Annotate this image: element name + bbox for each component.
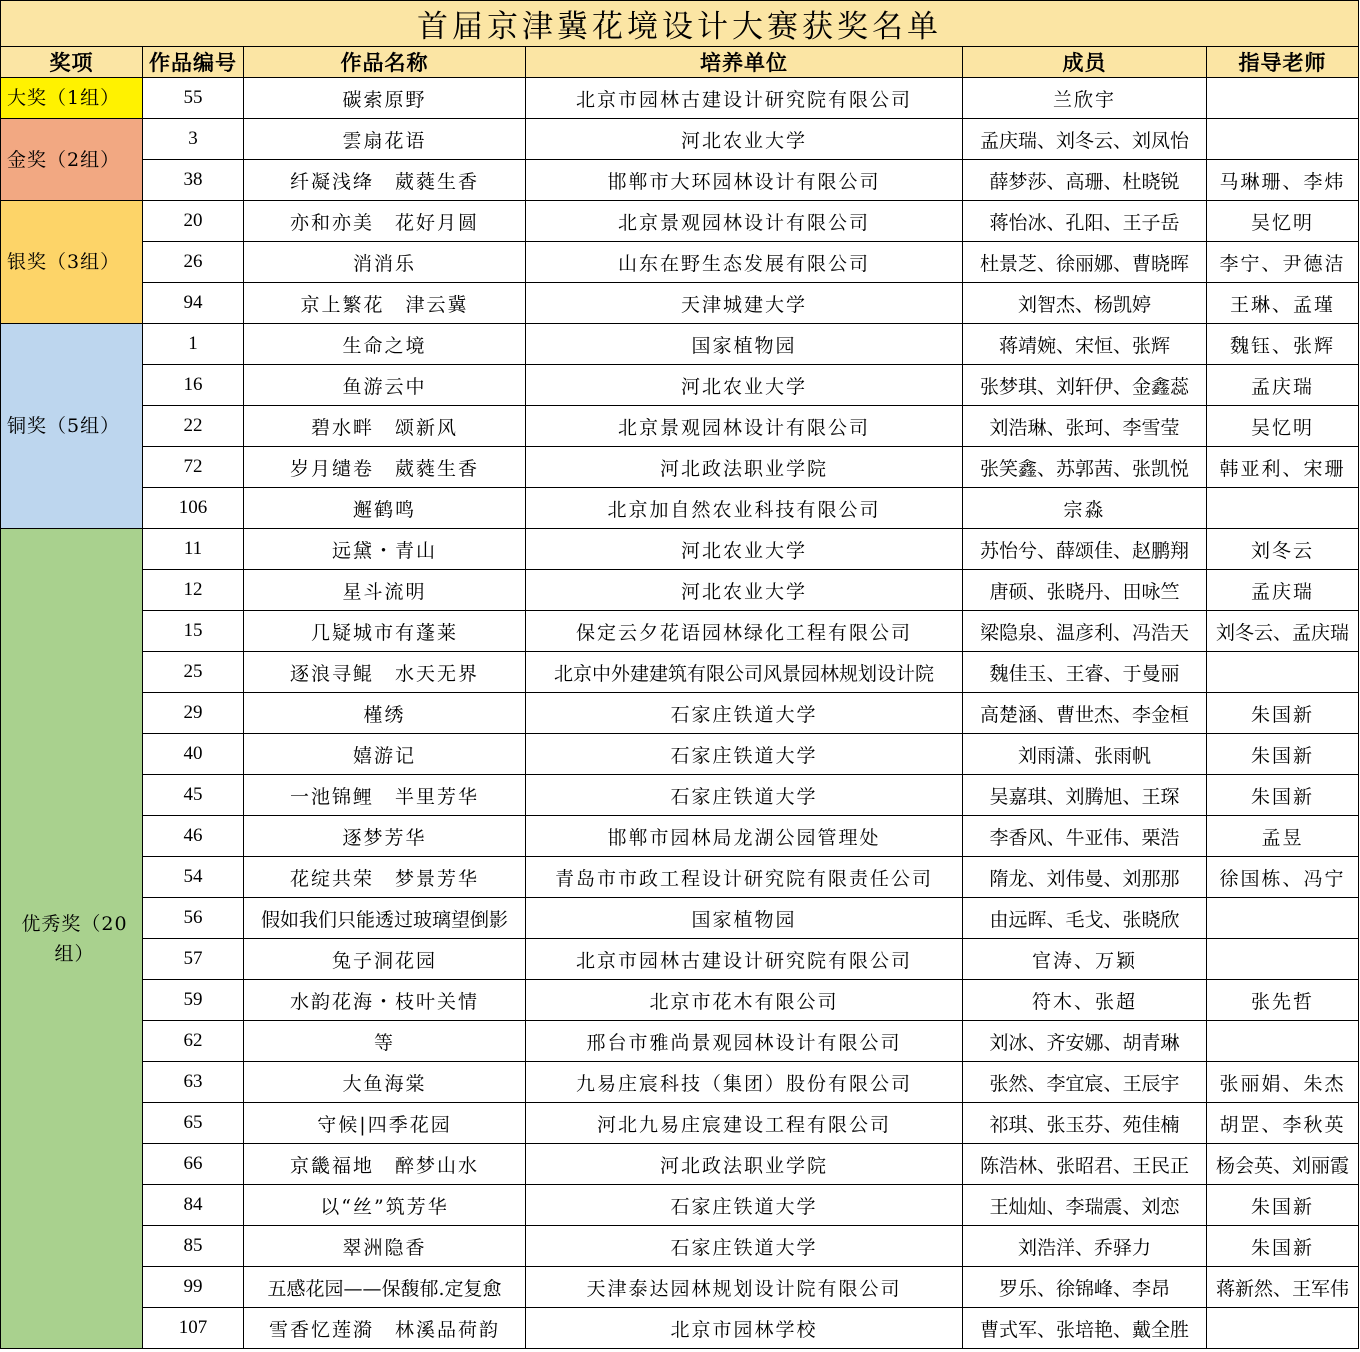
table-row (1, 570, 1359, 611)
advisor-cell: 张先哲 (1207, 980, 1359, 1021)
advisor-cell: 朱国新 (1207, 693, 1359, 734)
unit-cell: 石家庄铁道大学 (526, 693, 963, 734)
table-row (1, 324, 1359, 365)
table-row (1, 898, 1359, 939)
members-cell: 梁隐泉、温彦利、冯浩天 (963, 611, 1207, 652)
work-name-cell: 一池锦鲤 半里芳华 (244, 775, 526, 816)
work-id-cell: 26 (143, 242, 244, 283)
members-cell: 隋龙、刘伟曼、刘那那 (963, 857, 1207, 898)
advisor-cell: 孟昱 (1207, 816, 1359, 857)
members-cell: 李香风、牛亚伟、栗浩 (963, 816, 1207, 857)
advisor-cell: 刘冬云、孟庆瑞 (1207, 611, 1359, 652)
table-row (1, 652, 1359, 693)
members-cell: 蒋靖婉、宋恒、张辉 (963, 324, 1207, 365)
advisor-cell (1207, 939, 1359, 980)
work-id-cell: 29 (143, 693, 244, 734)
members-cell: 蒋怡冰、孔阳、王子岳 (963, 201, 1207, 242)
unit-cell: 北京景观园林设计有限公司 (526, 406, 963, 447)
header-row (1, 47, 1359, 78)
unit-cell: 北京加自然农业科技有限公司 (526, 488, 963, 529)
header-award: 奖项 (1, 47, 143, 78)
work-id-cell: 94 (143, 283, 244, 324)
advisor-cell: 马琳珊、李炜 (1207, 160, 1359, 201)
table-row (1, 734, 1359, 775)
table-row (1, 283, 1359, 324)
work-id-cell: 20 (143, 201, 244, 242)
unit-cell: 国家植物园 (526, 898, 963, 939)
table-row (1, 980, 1359, 1021)
work-name-cell: 京上繁花 津云冀 (244, 283, 526, 324)
unit-cell: 山东在野生态发展有限公司 (526, 242, 963, 283)
work-id-cell: 59 (143, 980, 244, 1021)
work-id-cell: 63 (143, 1062, 244, 1103)
award-cell: 金奖（2组） (1, 119, 143, 201)
unit-cell: 石家庄铁道大学 (526, 734, 963, 775)
advisor-cell (1207, 78, 1359, 119)
advisor-cell: 王琳、孟瑾 (1207, 283, 1359, 324)
advisor-cell (1207, 1308, 1359, 1349)
work-id-cell: 15 (143, 611, 244, 652)
members-cell: 王灿灿、李瑞震、刘恋 (963, 1185, 1207, 1226)
work-id-cell: 84 (143, 1185, 244, 1226)
table-row (1, 242, 1359, 283)
work-id-cell: 12 (143, 570, 244, 611)
table-row (1, 611, 1359, 652)
table-row (1, 1021, 1359, 1062)
unit-cell: 国家植物园 (526, 324, 963, 365)
unit-cell: 石家庄铁道大学 (526, 1226, 963, 1267)
work-id-cell: 55 (143, 78, 244, 119)
work-id-cell: 38 (143, 160, 244, 201)
table-row (1, 775, 1359, 816)
work-name-cell: 碧水畔 颂新风 (244, 406, 526, 447)
advisor-cell: 张丽娟、朱杰 (1207, 1062, 1359, 1103)
work-name-cell: 以“丝”筑芳华 (244, 1185, 526, 1226)
unit-cell: 河北农业大学 (526, 365, 963, 406)
members-cell: 唐硕、张晓丹、田咏竺 (963, 570, 1207, 611)
work-name-cell: 星斗流明 (244, 570, 526, 611)
work-id-cell: 16 (143, 365, 244, 406)
work-id-cell: 54 (143, 857, 244, 898)
advisor-cell (1207, 898, 1359, 939)
work-name-cell: 五感花园——保馥郁.定复愈 (244, 1267, 526, 1308)
members-cell: 陈浩林、张昭君、王民正 (963, 1144, 1207, 1185)
unit-cell: 天津泰达园林规划设计院有限公司 (526, 1267, 963, 1308)
work-name-cell: 翠洲隐香 (244, 1226, 526, 1267)
members-cell: 罗乐、徐锦峰、李昂 (963, 1267, 1207, 1308)
table-row (1, 693, 1359, 734)
table-row (1, 1062, 1359, 1103)
advisor-cell: 吴忆明 (1207, 201, 1359, 242)
advisor-cell (1207, 488, 1359, 529)
members-cell: 由远晖、毛戈、张晓欣 (963, 898, 1207, 939)
unit-cell: 河北农业大学 (526, 570, 963, 611)
work-id-cell: 66 (143, 1144, 244, 1185)
work-id-cell: 72 (143, 447, 244, 488)
advisor-cell: 韩亚利、宋珊 (1207, 447, 1359, 488)
members-cell: 刘智杰、杨凯婷 (963, 283, 1207, 324)
work-name-cell: 远黛・青山 (244, 529, 526, 570)
header-members: 成员 (963, 47, 1207, 78)
members-cell: 吴嘉琪、刘腾旭、王琛 (963, 775, 1207, 816)
work-name-cell: 消消乐 (244, 242, 526, 283)
table-row (1, 78, 1359, 119)
work-id-cell: 85 (143, 1226, 244, 1267)
work-name-cell: 邂鹤鸣 (244, 488, 526, 529)
work-name-cell: 花绽共荣 梦景芳华 (244, 857, 526, 898)
unit-cell: 河北政法职业学院 (526, 1144, 963, 1185)
table-row (1, 488, 1359, 529)
advisor-cell: 李宁、尹德洁 (1207, 242, 1359, 283)
advisor-cell (1207, 652, 1359, 693)
work-id-cell: 107 (143, 1308, 244, 1349)
header-work-name: 作品名称 (244, 47, 526, 78)
advisor-cell: 杨会英、刘丽霞 (1207, 1144, 1359, 1185)
award-cell: 优秀奖（20组） (1, 529, 143, 1349)
members-cell: 祁琪、张玉芬、苑佳楠 (963, 1103, 1207, 1144)
work-id-cell: 106 (143, 488, 244, 529)
advisor-cell: 魏钰、张辉 (1207, 324, 1359, 365)
unit-cell: 邯郸市园林局龙湖公园管理处 (526, 816, 963, 857)
table-row (1, 1308, 1359, 1349)
table-row (1, 447, 1359, 488)
advisor-cell: 朱国新 (1207, 775, 1359, 816)
work-id-cell: 22 (143, 406, 244, 447)
members-cell: 魏佳玉、王睿、于曼丽 (963, 652, 1207, 693)
advisor-cell (1207, 119, 1359, 160)
work-id-cell: 25 (143, 652, 244, 693)
award-cell: 大奖（1组） (1, 78, 143, 119)
advisor-cell (1207, 1021, 1359, 1062)
members-cell: 孟庆瑞、刘冬云、刘凤怡 (963, 119, 1207, 160)
table-row (1, 1144, 1359, 1185)
members-cell: 官涛、万颖 (963, 939, 1207, 980)
work-name-cell: 等 (244, 1021, 526, 1062)
header-advisor: 指导老师 (1207, 47, 1359, 78)
unit-cell: 邯郸市大环园林设计有限公司 (526, 160, 963, 201)
work-name-cell: 纤凝浅绛 葳蕤生香 (244, 160, 526, 201)
table-row (1, 201, 1359, 242)
unit-cell: 北京市园林古建设计研究院有限公司 (526, 78, 963, 119)
table-row (1, 119, 1359, 160)
unit-cell: 石家庄铁道大学 (526, 775, 963, 816)
work-name-cell: 槿绣 (244, 693, 526, 734)
advisor-cell: 孟庆瑞 (1207, 570, 1359, 611)
advisor-cell: 孟庆瑞 (1207, 365, 1359, 406)
work-name-cell: 岁月缱卷 葳蕤生香 (244, 447, 526, 488)
advisor-cell: 朱国新 (1207, 1185, 1359, 1226)
header-work-id: 作品编号 (143, 47, 244, 78)
table-row (1, 529, 1359, 570)
members-cell: 宗淼 (963, 488, 1207, 529)
work-name-cell: 嬉游记 (244, 734, 526, 775)
unit-cell: 保定云夕花语园林绿化工程有限公司 (526, 611, 963, 652)
work-id-cell: 57 (143, 939, 244, 980)
members-cell: 刘冰、齐安娜、胡青琳 (963, 1021, 1207, 1062)
table-row (1, 1226, 1359, 1267)
work-name-cell: 雲扇花语 (244, 119, 526, 160)
work-name-cell: 水韵花海・枝叶关情 (244, 980, 526, 1021)
unit-cell: 邢台市雅尚景观园林设计有限公司 (526, 1021, 963, 1062)
table-row (1, 1103, 1359, 1144)
unit-cell: 北京中外建建筑有限公司风景园林规划设计院 (526, 652, 963, 693)
members-cell: 符木、张超 (963, 980, 1207, 1021)
unit-cell: 河北政法职业学院 (526, 447, 963, 488)
work-name-cell: 假如我们只能透过玻璃望倒影 (244, 898, 526, 939)
members-cell: 张笑鑫、苏郭茜、张凯悦 (963, 447, 1207, 488)
advisor-cell: 胡罡、李秋英 (1207, 1103, 1359, 1144)
work-name-cell: 生命之境 (244, 324, 526, 365)
advisor-cell: 朱国新 (1207, 1226, 1359, 1267)
table-row (1, 816, 1359, 857)
work-id-cell: 3 (143, 119, 244, 160)
unit-cell: 河北农业大学 (526, 119, 963, 160)
unit-cell: 北京市花木有限公司 (526, 980, 963, 1021)
work-id-cell: 62 (143, 1021, 244, 1062)
unit-cell: 北京市园林学校 (526, 1308, 963, 1349)
work-id-cell: 45 (143, 775, 244, 816)
work-name-cell: 大鱼海棠 (244, 1062, 526, 1103)
unit-cell: 河北九易庄宸建设工程有限公司 (526, 1103, 963, 1144)
work-name-cell: 几疑城市有蓬莱 (244, 611, 526, 652)
table-row (1, 160, 1359, 201)
members-cell: 刘雨潇、张雨帆 (963, 734, 1207, 775)
unit-cell: 天津城建大学 (526, 283, 963, 324)
table-row (1, 365, 1359, 406)
members-cell: 刘浩琳、张珂、李雪莹 (963, 406, 1207, 447)
members-cell: 薛梦莎、高珊、杜晓锐 (963, 160, 1207, 201)
table-title: 首届京津冀花境设计大赛获奖名单 (1, 1, 1359, 47)
award-cell: 铜奖（5组） (1, 324, 143, 529)
unit-cell: 青岛市市政工程设计研究院有限责任公司 (526, 857, 963, 898)
work-name-cell: 守候|四季花园 (244, 1103, 526, 1144)
work-id-cell: 99 (143, 1267, 244, 1308)
advisor-cell: 刘冬云 (1207, 529, 1359, 570)
unit-cell: 石家庄铁道大学 (526, 1185, 963, 1226)
advisor-cell: 吴忆明 (1207, 406, 1359, 447)
unit-cell: 河北农业大学 (526, 529, 963, 570)
members-cell: 苏怡兮、薛颂佳、赵鹏翔 (963, 529, 1207, 570)
work-id-cell: 1 (143, 324, 244, 365)
table-row (1, 406, 1359, 447)
members-cell: 杜景芝、徐丽娜、曹晓晖 (963, 242, 1207, 283)
advisor-cell: 朱国新 (1207, 734, 1359, 775)
work-name-cell: 兔子洞花园 (244, 939, 526, 980)
work-id-cell: 56 (143, 898, 244, 939)
members-cell: 张梦琪、刘轩伊、金鑫蕊 (963, 365, 1207, 406)
title-row (1, 1, 1359, 47)
unit-cell: 九易庄宸科技（集团）股份有限公司 (526, 1062, 963, 1103)
table-row (1, 1267, 1359, 1308)
work-name-cell: 逐梦芳华 (244, 816, 526, 857)
header-unit: 培养单位 (526, 47, 963, 78)
award-cell: 银奖（3组） (1, 201, 143, 324)
table-row (1, 857, 1359, 898)
work-name-cell: 鱼游云中 (244, 365, 526, 406)
advisor-cell: 蒋新然、王军伟 (1207, 1267, 1359, 1308)
work-name-cell: 京畿福地 醉梦山水 (244, 1144, 526, 1185)
work-id-cell: 40 (143, 734, 244, 775)
members-cell: 刘浩洋、乔驿力 (963, 1226, 1207, 1267)
members-cell: 张然、李宜宸、王辰宇 (963, 1062, 1207, 1103)
work-name-cell: 雪香忆莲漪 林溪品荷韵 (244, 1308, 526, 1349)
work-id-cell: 46 (143, 816, 244, 857)
unit-cell: 北京景观园林设计有限公司 (526, 201, 963, 242)
table-row (1, 939, 1359, 980)
work-name-cell: 碳索原野 (244, 78, 526, 119)
work-name-cell: 亦和亦美 花好月圆 (244, 201, 526, 242)
members-cell: 高楚涵、曹世杰、李金桓 (963, 693, 1207, 734)
members-cell: 曹式军、张培艳、戴全胜 (963, 1308, 1207, 1349)
work-name-cell: 逐浪寻鲲 水天无界 (244, 652, 526, 693)
table-row (1, 1185, 1359, 1226)
members-cell: 兰欣宇 (963, 78, 1207, 119)
work-id-cell: 65 (143, 1103, 244, 1144)
advisor-cell: 徐国栋、冯宁 (1207, 857, 1359, 898)
work-id-cell: 11 (143, 529, 244, 570)
unit-cell: 北京市园林古建设计研究院有限公司 (526, 939, 963, 980)
